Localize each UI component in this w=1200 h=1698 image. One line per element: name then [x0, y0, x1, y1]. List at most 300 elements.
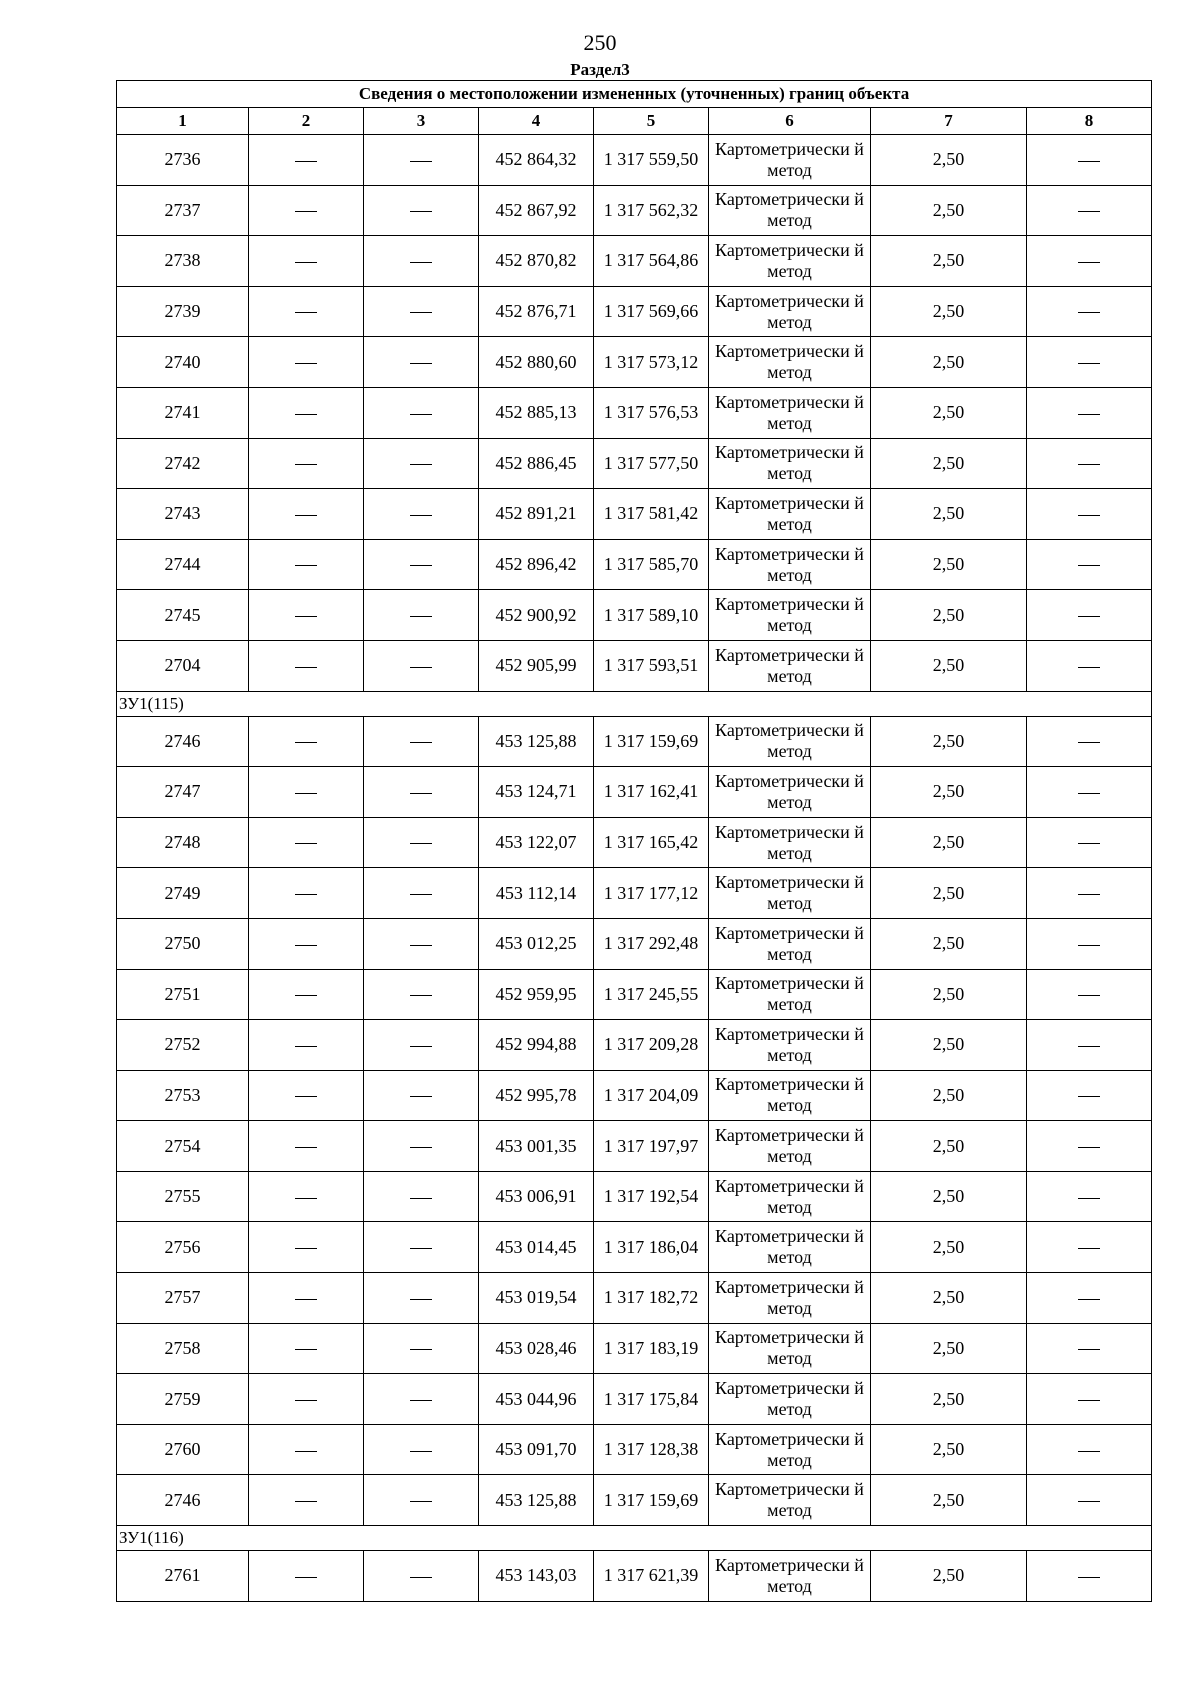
accuracy-cell: 2,50 [871, 1020, 1027, 1071]
dash-mark [410, 1501, 432, 1502]
dash-mark [1078, 312, 1100, 313]
dash-mark [410, 515, 432, 516]
section-label: Раздел3 [570, 60, 630, 79]
dash-mark [410, 667, 432, 668]
empty-value-cell [249, 767, 364, 818]
method-cell: Картометрически й метод [709, 185, 871, 236]
empty-value-cell [249, 236, 364, 287]
group-label: ЗУ1(115) [117, 691, 1152, 716]
dash-mark [295, 1198, 317, 1199]
group-label: ЗУ1(116) [117, 1526, 1152, 1551]
y-coordinate-cell: 1 317 204,09 [594, 1070, 709, 1121]
dash-mark [1078, 1400, 1100, 1401]
empty-value-cell [1027, 387, 1152, 438]
column-number-header: 1 [117, 108, 249, 135]
x-coordinate-cell: 453 143,03 [479, 1551, 594, 1602]
dash-mark [1078, 894, 1100, 895]
accuracy-cell: 2,50 [871, 1070, 1027, 1121]
empty-value-cell [249, 1323, 364, 1374]
empty-value-cell [249, 387, 364, 438]
empty-value-cell [1027, 1171, 1152, 1222]
x-coordinate-cell: 452 959,95 [479, 969, 594, 1020]
empty-value-cell [364, 1020, 479, 1071]
dash-mark [1078, 1198, 1100, 1199]
dash-mark [295, 1400, 317, 1401]
x-coordinate-cell: 453 124,71 [479, 767, 594, 818]
point-number-cell: 2758 [117, 1323, 249, 1374]
empty-value-cell [364, 716, 479, 767]
table-row [117, 640, 1152, 691]
empty-value-cell [249, 1222, 364, 1273]
y-coordinate-cell: 1 317 165,42 [594, 817, 709, 868]
method-cell: Картометрически й метод [709, 1323, 871, 1374]
dash-mark [1078, 843, 1100, 844]
empty-value-cell [364, 1424, 479, 1475]
table-row [117, 590, 1152, 641]
dash-mark [295, 894, 317, 895]
empty-value-cell [249, 489, 364, 540]
dash-mark [295, 1349, 317, 1350]
y-coordinate-cell: 1 317 577,50 [594, 438, 709, 489]
empty-value-cell [364, 969, 479, 1020]
y-coordinate-cell: 1 317 593,51 [594, 640, 709, 691]
point-number-cell: 2752 [117, 1020, 249, 1071]
y-coordinate-cell: 1 317 562,32 [594, 185, 709, 236]
dash-mark [410, 1577, 432, 1578]
x-coordinate-cell: 453 044,96 [479, 1374, 594, 1425]
method-cell: Картометрически й метод [709, 590, 871, 641]
method-cell: Картометрически й метод [709, 1171, 871, 1222]
accuracy-cell: 2,50 [871, 1424, 1027, 1475]
method-cell: Картометрически й метод [709, 1374, 871, 1425]
table-row [117, 969, 1152, 1020]
dash-mark [295, 211, 317, 212]
x-coordinate-cell: 453 112,14 [479, 868, 594, 919]
method-cell: Картометрически й метод [709, 1222, 871, 1273]
method-cell: Картометрически й метод [709, 969, 871, 1020]
dash-mark [410, 211, 432, 212]
dash-mark [1078, 1046, 1100, 1047]
dash-mark [410, 1046, 432, 1047]
empty-value-cell [1027, 1273, 1152, 1324]
point-number-cell: 2738 [117, 236, 249, 287]
x-coordinate-cell: 452 995,78 [479, 1070, 594, 1121]
x-coordinate-cell: 452 864,32 [479, 135, 594, 186]
x-coordinate-cell: 452 870,82 [479, 236, 594, 287]
dash-mark [1078, 211, 1100, 212]
table-row [117, 1171, 1152, 1222]
dash-mark [1078, 793, 1100, 794]
dash-mark [410, 1451, 432, 1452]
empty-value-cell [364, 868, 479, 919]
empty-value-cell [249, 1070, 364, 1121]
dash-mark [295, 616, 317, 617]
empty-value-cell [1027, 236, 1152, 287]
accuracy-cell: 2,50 [871, 438, 1027, 489]
y-coordinate-cell: 1 317 245,55 [594, 969, 709, 1020]
point-number-cell: 2704 [117, 640, 249, 691]
table-row [117, 767, 1152, 818]
dash-mark [410, 995, 432, 996]
y-coordinate-cell: 1 317 159,69 [594, 716, 709, 767]
empty-value-cell [249, 539, 364, 590]
point-number-cell: 2740 [117, 337, 249, 388]
empty-value-cell [364, 1222, 479, 1273]
y-coordinate-cell: 1 317 186,04 [594, 1222, 709, 1273]
table-caption: Сведения о местоположении измененных (уточненных) границ объекта [117, 81, 1152, 108]
point-number-cell: 2744 [117, 539, 249, 590]
empty-value-cell [364, 1121, 479, 1172]
method-cell: Картометрически й метод [709, 1551, 871, 1602]
table-row [117, 817, 1152, 868]
point-number-cell: 2746 [117, 716, 249, 767]
x-coordinate-cell: 452 896,42 [479, 539, 594, 590]
column-number-header: 7 [871, 108, 1027, 135]
accuracy-cell: 2,50 [871, 387, 1027, 438]
empty-value-cell [364, 387, 479, 438]
empty-value-cell [1027, 337, 1152, 388]
empty-value-cell [364, 1551, 479, 1602]
point-number-cell: 2753 [117, 1070, 249, 1121]
empty-value-cell [1027, 817, 1152, 868]
method-cell: Картометрически й метод [709, 1020, 871, 1071]
x-coordinate-cell: 452 876,71 [479, 286, 594, 337]
table-row [117, 1020, 1152, 1071]
dash-mark [1078, 742, 1100, 743]
point-number-cell: 2745 [117, 590, 249, 641]
empty-value-cell [1027, 1222, 1152, 1273]
empty-value-cell [249, 1020, 364, 1071]
empty-value-cell [249, 1475, 364, 1526]
dash-mark [295, 515, 317, 516]
empty-value-cell [364, 1374, 479, 1425]
y-coordinate-cell: 1 317 177,12 [594, 868, 709, 919]
empty-value-cell [249, 1551, 364, 1602]
table-row [117, 1222, 1152, 1273]
dash-mark [1078, 363, 1100, 364]
empty-value-cell [249, 1121, 364, 1172]
x-coordinate-cell: 452 886,45 [479, 438, 594, 489]
empty-value-cell [1027, 590, 1152, 641]
x-coordinate-cell: 452 885,13 [479, 387, 594, 438]
dash-mark [410, 1198, 432, 1199]
x-coordinate-cell: 452 867,92 [479, 185, 594, 236]
dash-mark [295, 742, 317, 743]
dash-mark [1078, 1147, 1100, 1148]
column-number-header: 4 [479, 108, 594, 135]
dash-mark [410, 565, 432, 566]
point-number-cell: 2739 [117, 286, 249, 337]
accuracy-cell: 2,50 [871, 1323, 1027, 1374]
x-coordinate-cell: 452 905,99 [479, 640, 594, 691]
dash-mark [1078, 616, 1100, 617]
table-row [117, 286, 1152, 337]
dash-mark [1078, 515, 1100, 516]
point-number-cell: 2756 [117, 1222, 249, 1273]
y-coordinate-cell: 1 317 162,41 [594, 767, 709, 818]
empty-value-cell [364, 1273, 479, 1324]
empty-value-cell [364, 817, 479, 868]
dash-mark [1078, 1248, 1100, 1249]
dash-mark [295, 843, 317, 844]
y-coordinate-cell: 1 317 182,72 [594, 1273, 709, 1324]
accuracy-cell: 2,50 [871, 969, 1027, 1020]
dash-mark [410, 464, 432, 465]
dash-mark [1078, 667, 1100, 668]
dash-mark [410, 312, 432, 313]
method-cell: Картометрически й метод [709, 918, 871, 969]
table-row [117, 387, 1152, 438]
point-number-cell: 2736 [117, 135, 249, 186]
dash-mark [410, 894, 432, 895]
point-number-cell: 2749 [117, 868, 249, 919]
x-coordinate-cell: 452 900,92 [479, 590, 594, 641]
dash-mark [410, 1248, 432, 1249]
point-number-cell: 2742 [117, 438, 249, 489]
dash-mark [295, 161, 317, 162]
method-cell: Картометрически й метод [709, 539, 871, 590]
accuracy-cell: 2,50 [871, 1171, 1027, 1222]
empty-value-cell [1027, 185, 1152, 236]
table-row [117, 868, 1152, 919]
dash-mark [410, 1299, 432, 1300]
accuracy-cell: 2,50 [871, 716, 1027, 767]
column-number-header: 5 [594, 108, 709, 135]
page-number: 250 [583, 30, 617, 55]
dash-mark [410, 843, 432, 844]
point-number-cell: 2751 [117, 969, 249, 1020]
dash-mark [410, 1349, 432, 1350]
table-row [117, 1121, 1152, 1172]
accuracy-cell: 2,50 [871, 489, 1027, 540]
table-row [117, 438, 1152, 489]
empty-value-cell [249, 590, 364, 641]
dash-mark [295, 464, 317, 465]
y-coordinate-cell: 1 317 569,66 [594, 286, 709, 337]
dash-mark [295, 1147, 317, 1148]
empty-value-cell [1027, 640, 1152, 691]
dash-mark [410, 742, 432, 743]
empty-value-cell [1027, 539, 1152, 590]
dash-mark [1078, 414, 1100, 415]
accuracy-cell: 2,50 [871, 1475, 1027, 1526]
table-row [117, 236, 1152, 287]
table-row [117, 135, 1152, 186]
dash-mark [295, 1299, 317, 1300]
empty-value-cell [364, 1475, 479, 1526]
empty-value-cell [249, 185, 364, 236]
point-number-cell: 2755 [117, 1171, 249, 1222]
y-coordinate-cell: 1 317 183,19 [594, 1323, 709, 1374]
empty-value-cell [249, 640, 364, 691]
empty-value-cell [1027, 969, 1152, 1020]
method-cell: Картометрически й метод [709, 438, 871, 489]
dash-mark [295, 667, 317, 668]
empty-value-cell [364, 1323, 479, 1374]
accuracy-cell: 2,50 [871, 1551, 1027, 1602]
method-cell: Картометрически й метод [709, 767, 871, 818]
method-cell: Картометрически й метод [709, 286, 871, 337]
empty-value-cell [1027, 1070, 1152, 1121]
empty-value-cell [364, 640, 479, 691]
empty-value-cell [249, 1273, 364, 1324]
dash-mark [410, 262, 432, 263]
empty-value-cell [249, 337, 364, 388]
x-coordinate-cell: 453 028,46 [479, 1323, 594, 1374]
dash-mark [1078, 565, 1100, 566]
empty-value-cell [364, 1070, 479, 1121]
empty-value-cell [364, 337, 479, 388]
y-coordinate-cell: 1 317 192,54 [594, 1171, 709, 1222]
accuracy-cell: 2,50 [871, 185, 1027, 236]
point-number-cell: 2760 [117, 1424, 249, 1475]
group-row [117, 691, 1152, 716]
x-coordinate-cell: 452 994,88 [479, 1020, 594, 1071]
method-cell: Картометрически й метод [709, 387, 871, 438]
method-cell: Картометрически й метод [709, 489, 871, 540]
empty-value-cell [364, 767, 479, 818]
empty-value-cell [364, 918, 479, 969]
method-cell: Картометрически й метод [709, 817, 871, 868]
point-number-cell: 2754 [117, 1121, 249, 1172]
accuracy-cell: 2,50 [871, 1374, 1027, 1425]
dash-mark [1078, 945, 1100, 946]
empty-value-cell [1027, 489, 1152, 540]
y-coordinate-cell: 1 317 573,12 [594, 337, 709, 388]
dash-mark [295, 995, 317, 996]
point-number-cell: 2759 [117, 1374, 249, 1425]
column-number-header: 8 [1027, 108, 1152, 135]
dash-mark [295, 945, 317, 946]
accuracy-cell: 2,50 [871, 1222, 1027, 1273]
empty-value-cell [364, 135, 479, 186]
accuracy-cell: 2,50 [871, 337, 1027, 388]
y-coordinate-cell: 1 317 175,84 [594, 1374, 709, 1425]
empty-value-cell [1027, 438, 1152, 489]
empty-value-cell [249, 716, 364, 767]
group-row [117, 1526, 1152, 1551]
y-coordinate-cell: 1 317 564,86 [594, 236, 709, 287]
accuracy-cell: 2,50 [871, 817, 1027, 868]
dash-mark [1078, 995, 1100, 996]
empty-value-cell [364, 185, 479, 236]
empty-value-cell [1027, 1121, 1152, 1172]
dash-mark [295, 1096, 317, 1097]
point-number-cell: 2747 [117, 767, 249, 818]
accuracy-cell: 2,50 [871, 918, 1027, 969]
x-coordinate-cell: 453 014,45 [479, 1222, 594, 1273]
table-row [117, 1273, 1152, 1324]
dash-mark [295, 565, 317, 566]
dash-mark [410, 945, 432, 946]
empty-value-cell [1027, 767, 1152, 818]
accuracy-cell: 2,50 [871, 640, 1027, 691]
dash-mark [1078, 1299, 1100, 1300]
y-coordinate-cell: 1 317 197,97 [594, 1121, 709, 1172]
dash-mark [295, 1577, 317, 1578]
point-number-cell: 2757 [117, 1273, 249, 1324]
empty-value-cell [249, 1374, 364, 1425]
empty-value-cell [1027, 135, 1152, 186]
table-row [117, 918, 1152, 969]
empty-value-cell [364, 286, 479, 337]
dash-mark [1078, 1096, 1100, 1097]
dash-mark [410, 161, 432, 162]
empty-value-cell [364, 489, 479, 540]
empty-value-cell [249, 438, 364, 489]
x-coordinate-cell: 453 122,07 [479, 817, 594, 868]
empty-value-cell [364, 590, 479, 641]
column-number-header: 2 [249, 108, 364, 135]
table-row [117, 1070, 1152, 1121]
point-number-cell: 2750 [117, 918, 249, 969]
empty-value-cell [1027, 1475, 1152, 1526]
point-number-cell: 2748 [117, 817, 249, 868]
accuracy-cell: 2,50 [871, 590, 1027, 641]
y-coordinate-cell: 1 317 292,48 [594, 918, 709, 969]
empty-value-cell [364, 539, 479, 590]
y-coordinate-cell: 1 317 581,42 [594, 489, 709, 540]
empty-value-cell [364, 1171, 479, 1222]
point-number-cell: 2737 [117, 185, 249, 236]
point-number-cell: 2741 [117, 387, 249, 438]
table-row [117, 185, 1152, 236]
empty-value-cell [249, 868, 364, 919]
column-number-header: 3 [364, 108, 479, 135]
dash-mark [1078, 262, 1100, 263]
empty-value-cell [1027, 1020, 1152, 1071]
dash-mark [295, 1248, 317, 1249]
y-coordinate-cell: 1 317 559,50 [594, 135, 709, 186]
accuracy-cell: 2,50 [871, 286, 1027, 337]
table-row [117, 716, 1152, 767]
x-coordinate-cell: 453 091,70 [479, 1424, 594, 1475]
column-number-header: 6 [709, 108, 871, 135]
method-cell: Картометрически й метод [709, 640, 871, 691]
dash-mark [295, 363, 317, 364]
dash-mark [295, 1451, 317, 1452]
coordinates-table [116, 80, 1152, 1602]
x-coordinate-cell: 453 006,91 [479, 1171, 594, 1222]
dash-mark [295, 793, 317, 794]
dash-mark [410, 1400, 432, 1401]
empty-value-cell [1027, 1323, 1152, 1374]
method-cell: Картометрически й метод [709, 868, 871, 919]
dash-mark [1078, 464, 1100, 465]
empty-value-cell [249, 969, 364, 1020]
dash-mark [295, 262, 317, 263]
x-coordinate-cell: 452 891,21 [479, 489, 594, 540]
y-coordinate-cell: 1 317 585,70 [594, 539, 709, 590]
method-cell: Картометрически й метод [709, 1475, 871, 1526]
empty-value-cell [1027, 716, 1152, 767]
empty-value-cell [249, 1424, 364, 1475]
dash-mark [1078, 1501, 1100, 1502]
method-cell: Картометрически й метод [709, 1424, 871, 1475]
dash-mark [410, 414, 432, 415]
accuracy-cell: 2,50 [871, 539, 1027, 590]
table-row [117, 1551, 1152, 1602]
method-cell: Картометрически й метод [709, 135, 871, 186]
point-number-cell: 2743 [117, 489, 249, 540]
x-coordinate-cell: 453 001,35 [479, 1121, 594, 1172]
table-row [117, 1424, 1152, 1475]
y-coordinate-cell: 1 317 589,10 [594, 590, 709, 641]
dash-mark [410, 1096, 432, 1097]
empty-value-cell [249, 817, 364, 868]
y-coordinate-cell: 1 317 621,39 [594, 1551, 709, 1602]
empty-value-cell [364, 438, 479, 489]
